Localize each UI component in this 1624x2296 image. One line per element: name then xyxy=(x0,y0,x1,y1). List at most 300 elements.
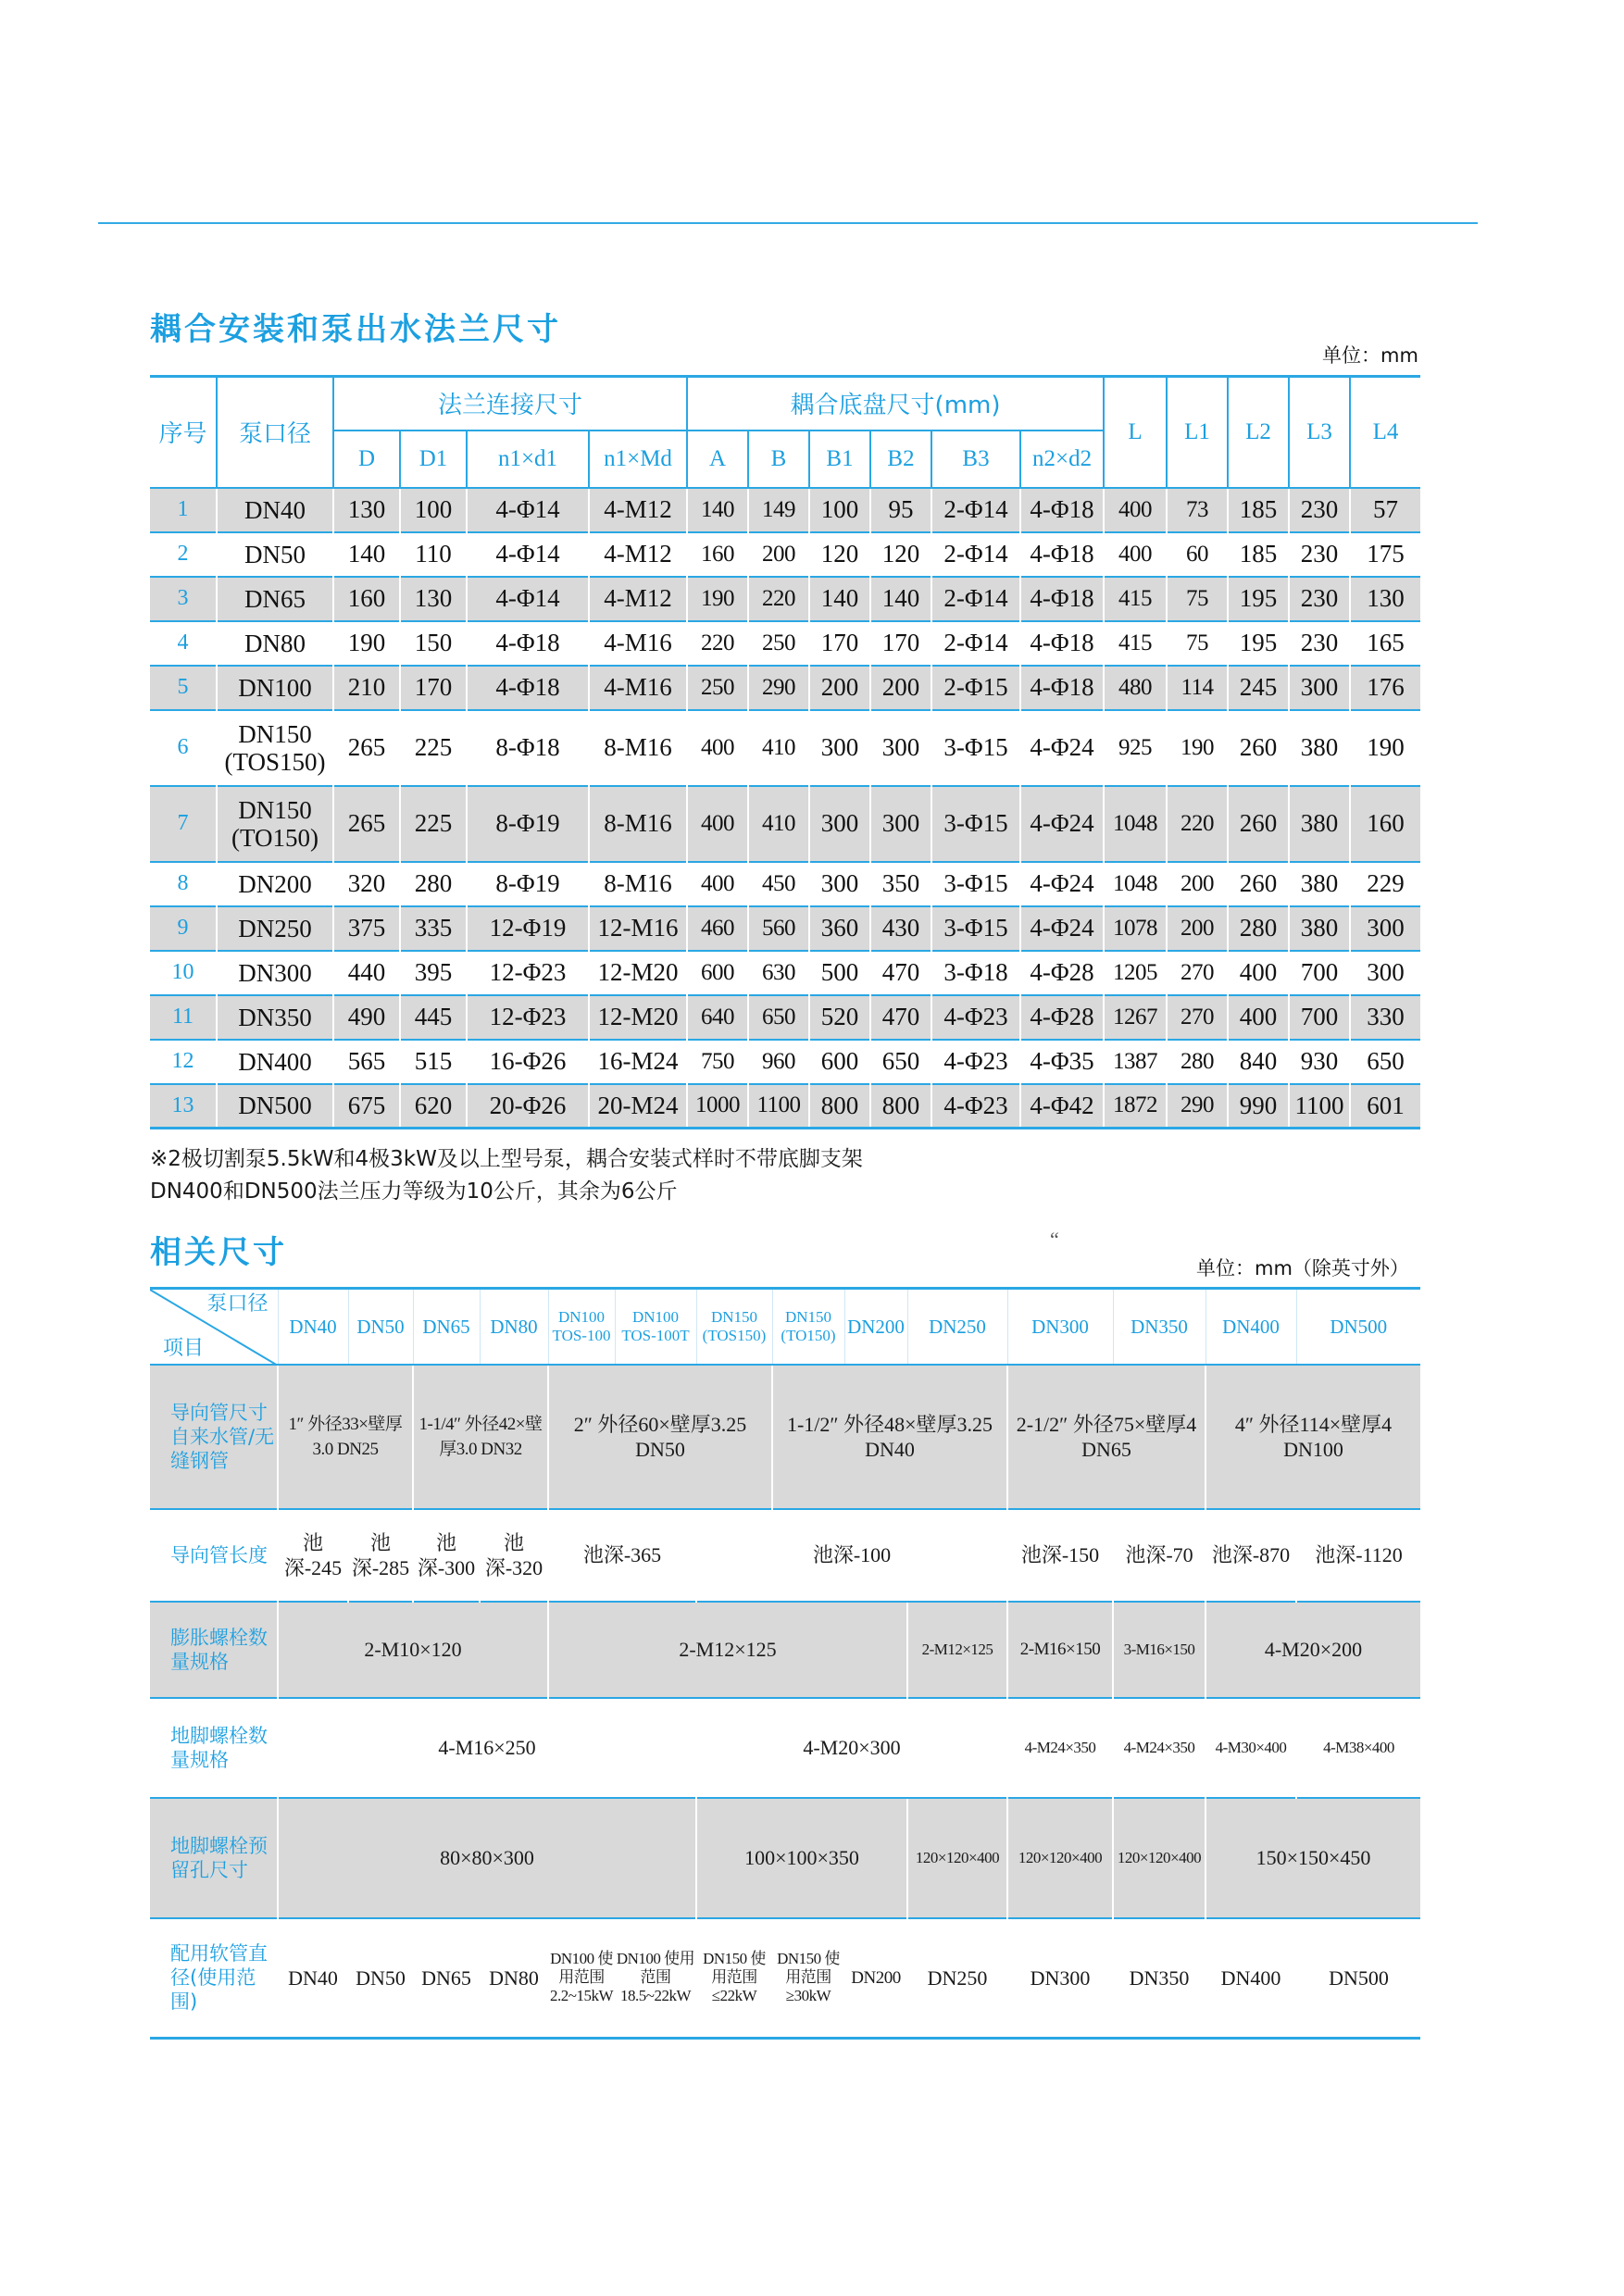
data-cell: 110 xyxy=(400,532,467,577)
header-B1: B1 xyxy=(809,430,870,488)
data-cell: 300 xyxy=(1289,666,1350,710)
data-cell: 200 xyxy=(748,532,809,577)
guide-pipe-cell: 2-1/2″ 外径75×壁厚4 DN65 xyxy=(1007,1365,1206,1509)
row-label: 导向管尺寸自来水管/无缝钢管 xyxy=(150,1365,278,1509)
data-cell: 4-Φ18 xyxy=(467,621,589,666)
data-cell: 2-Φ14 xyxy=(931,621,1020,666)
header-L: L xyxy=(1104,377,1167,488)
row-label: 导向管长度 xyxy=(150,1509,278,1602)
row-number: 10 xyxy=(150,951,217,995)
data-cell: 800 xyxy=(809,1084,870,1129)
guide-length-cell: 池深-870 xyxy=(1206,1509,1296,1602)
data-cell: 4-M16 xyxy=(589,666,687,710)
data-cell: 225 xyxy=(400,786,467,862)
row-number: 1 xyxy=(150,488,217,532)
data-cell: 190 xyxy=(1350,710,1420,786)
data-cell: 230 xyxy=(1289,532,1350,577)
data-cell: 176 xyxy=(1350,666,1420,710)
guide-pipe-cell: 2″ 外径60×壁厚3.25 DN50 xyxy=(548,1365,772,1509)
data-cell: 650 xyxy=(1350,1040,1420,1084)
data-cell: 1387 xyxy=(1104,1040,1167,1084)
related-dims-table xyxy=(150,1287,1420,2040)
data-cell: 990 xyxy=(1228,1084,1289,1129)
data-cell: 630 xyxy=(748,951,809,995)
table-row xyxy=(150,995,1420,1040)
data-cell: 1205 xyxy=(1104,951,1167,995)
data-cell: 20-Φ26 xyxy=(467,1084,589,1129)
data-cell: 4-Φ18 xyxy=(1020,621,1104,666)
row-label: 膨胀螺栓数量规格 xyxy=(150,1602,278,1698)
data-cell: 200 xyxy=(809,666,870,710)
guide-pipe-cell: 4″ 外径114×壁厚4 DN100 xyxy=(1206,1365,1420,1509)
row-number: 13 xyxy=(150,1084,217,1129)
data-cell: 400 xyxy=(687,786,748,862)
guide-length-cell: 池深-245 xyxy=(278,1509,348,1602)
hose-cell: DN100 使用范围 18.5~22kW xyxy=(615,1918,696,2039)
data-cell: 395 xyxy=(400,951,467,995)
quote-mark: “ xyxy=(1050,1228,1059,1251)
col-dn300: DN300 xyxy=(1007,1289,1113,1365)
header-D: D xyxy=(333,430,400,488)
expansion-bolt-cell: 2-M16×150 xyxy=(1007,1602,1113,1698)
data-cell: 170 xyxy=(809,621,870,666)
col-dn40: DN40 xyxy=(278,1289,348,1365)
pump-size-cell: DN400 xyxy=(217,1040,333,1084)
data-cell: 700 xyxy=(1289,995,1350,1040)
data-cell: 4-Φ23 xyxy=(931,995,1020,1040)
data-cell: 165 xyxy=(1350,621,1420,666)
data-cell: 415 xyxy=(1104,621,1167,666)
pump-size-cell: DN250 xyxy=(217,906,333,951)
data-cell: 2-Φ14 xyxy=(931,532,1020,577)
data-cell: 300 xyxy=(870,786,931,862)
data-cell: 4-M12 xyxy=(589,488,687,532)
pump-size-cell: DN40 xyxy=(217,488,333,532)
coupling-table-body xyxy=(150,488,1420,1129)
data-cell: 4-Φ23 xyxy=(931,1040,1020,1084)
guide-length-cell: 池深-320 xyxy=(480,1509,548,1602)
col-dn200: DN200 xyxy=(844,1289,907,1365)
data-cell: 4-Φ24 xyxy=(1020,906,1104,951)
data-cell: 220 xyxy=(748,577,809,621)
data-cell: 12-Φ23 xyxy=(467,995,589,1040)
data-cell: 130 xyxy=(400,577,467,621)
data-cell: 380 xyxy=(1289,786,1350,862)
data-cell: 170 xyxy=(870,621,931,666)
anchor-hole-cell: 120×120×400 xyxy=(1113,1798,1206,1918)
data-cell: 300 xyxy=(809,786,870,862)
data-cell: 4-Φ18 xyxy=(1020,666,1104,710)
data-cell: 2-Φ14 xyxy=(931,488,1020,532)
pump-size-cell: DN350 xyxy=(217,995,333,1040)
data-cell: 600 xyxy=(687,951,748,995)
pump-size-cell: DN80 xyxy=(217,621,333,666)
data-cell: 410 xyxy=(748,786,809,862)
data-cell: 120 xyxy=(870,532,931,577)
table-row xyxy=(150,906,1420,951)
col-dn50: DN50 xyxy=(348,1289,413,1365)
data-cell: 4-Φ14 xyxy=(467,488,589,532)
hose-cell: DN40 xyxy=(278,1918,348,2039)
data-cell: 100 xyxy=(400,488,467,532)
anchor-hole-cell: 120×120×400 xyxy=(907,1798,1007,1918)
data-cell: 250 xyxy=(748,621,809,666)
data-cell: 700 xyxy=(1289,951,1350,995)
header-no: 序号 xyxy=(150,377,217,488)
row-guide-pipe xyxy=(150,1365,1420,1509)
hose-cell: DN200 xyxy=(844,1918,907,2039)
header-L4: L4 xyxy=(1350,377,1420,488)
col-dn150-to150: DN150 (TO150) xyxy=(772,1289,844,1365)
header-B2: B2 xyxy=(870,430,931,488)
data-cell: 265 xyxy=(333,710,400,786)
row-number: 11 xyxy=(150,995,217,1040)
data-cell: 190 xyxy=(333,621,400,666)
data-cell: 4-Φ14 xyxy=(467,577,589,621)
data-cell: 200 xyxy=(1167,862,1228,906)
hose-cell: DN300 xyxy=(1007,1918,1113,2039)
coupling-table-title: 耦合安装和泵出水法兰尺寸 xyxy=(150,311,561,348)
anchor-hole-cell: 100×100×350 xyxy=(696,1798,907,1918)
data-cell: 8-M16 xyxy=(589,710,687,786)
data-cell: 185 xyxy=(1228,488,1289,532)
row-hose xyxy=(150,1918,1420,2039)
data-cell: 3-Φ15 xyxy=(931,862,1020,906)
data-cell: 4-Φ18 xyxy=(1020,577,1104,621)
data-cell: 3-Φ15 xyxy=(931,906,1020,951)
data-cell: 640 xyxy=(687,995,748,1040)
row-number: 7 xyxy=(150,786,217,862)
header-B: B xyxy=(748,430,809,488)
data-cell: 229 xyxy=(1350,862,1420,906)
hose-cell: DN150 使用范围 ≥30kW xyxy=(772,1918,844,2039)
data-cell: 150 xyxy=(400,621,467,666)
expansion-bolt-cell: 2-M12×125 xyxy=(907,1602,1007,1698)
col-dn500: DN500 xyxy=(1296,1289,1420,1365)
data-cell: 360 xyxy=(809,906,870,951)
hose-cell: DN500 xyxy=(1296,1918,1420,2039)
table-row xyxy=(150,621,1420,666)
data-cell: 1872 xyxy=(1104,1084,1167,1129)
data-cell: 3-Φ18 xyxy=(931,951,1020,995)
data-cell: 3-Φ15 xyxy=(931,710,1020,786)
table-row xyxy=(150,532,1420,577)
row-label: 地脚螺栓数量规格 xyxy=(150,1698,278,1798)
data-cell: 260 xyxy=(1228,710,1289,786)
header-A: A xyxy=(687,430,748,488)
data-cell: 400 xyxy=(687,862,748,906)
data-cell: 12-M20 xyxy=(589,951,687,995)
hose-cell: DN50 xyxy=(348,1918,413,2039)
anchor-hole-cell: 80×80×300 xyxy=(278,1798,696,1918)
note-line-1: ※2极切割泵5.5kW和4极3kW及以上型号泵，耦合安装式样时不带底脚支架 xyxy=(150,1147,863,1171)
header-n1d1: n1×d1 xyxy=(467,430,589,488)
data-cell: 260 xyxy=(1228,786,1289,862)
col-dn80: DN80 xyxy=(480,1289,548,1365)
data-cell: 260 xyxy=(1228,862,1289,906)
data-cell: 114 xyxy=(1167,666,1228,710)
table-row xyxy=(150,1084,1420,1129)
data-cell: 190 xyxy=(687,577,748,621)
row-number: 2 xyxy=(150,532,217,577)
col-dn150-tos150: DN150 (TOS150) xyxy=(696,1289,772,1365)
data-cell: 4-M16 xyxy=(589,621,687,666)
data-cell: 330 xyxy=(1350,995,1420,1040)
guide-length-cell: 池深-285 xyxy=(348,1509,413,1602)
hose-cell: DN65 xyxy=(413,1918,480,2039)
data-cell: 380 xyxy=(1289,906,1350,951)
pump-size-cell: DN100 xyxy=(217,666,333,710)
data-cell: 130 xyxy=(333,488,400,532)
guide-length-cell: 池深-365 xyxy=(548,1509,696,1602)
hose-cell: DN100 使用范围 2.2~15kW xyxy=(548,1918,615,2039)
data-cell: 8-Φ19 xyxy=(467,862,589,906)
guide-length-cell: 池深-300 xyxy=(413,1509,480,1602)
row-number: 9 xyxy=(150,906,217,951)
row-number: 5 xyxy=(150,666,217,710)
data-cell: 300 xyxy=(870,710,931,786)
row-anchor-bolt xyxy=(150,1698,1420,1798)
data-cell: 960 xyxy=(748,1040,809,1084)
table-row xyxy=(150,710,1420,786)
related-dims-unit: 单位：mm（除英寸外） xyxy=(1196,1257,1409,1279)
corner-header xyxy=(150,1289,278,1365)
data-cell: 4-Φ14 xyxy=(467,532,589,577)
header-L2: L2 xyxy=(1228,377,1289,488)
data-cell: 210 xyxy=(333,666,400,710)
anchor-hole-cell: 120×120×400 xyxy=(1007,1798,1113,1918)
pump-size-cell: DN300 xyxy=(217,951,333,995)
data-cell: 220 xyxy=(687,621,748,666)
data-cell: 750 xyxy=(687,1040,748,1084)
data-cell: 73 xyxy=(1167,488,1228,532)
data-cell: 515 xyxy=(400,1040,467,1084)
data-cell: 120 xyxy=(809,532,870,577)
guide-pipe-cell: 1-1/2″ 外径48×壁厚3.25 DN40 xyxy=(772,1365,1007,1509)
data-cell: 400 xyxy=(1228,995,1289,1040)
data-cell: 225 xyxy=(400,710,467,786)
data-cell: 375 xyxy=(333,906,400,951)
data-cell: 12-Φ19 xyxy=(467,906,589,951)
data-cell: 4-Φ42 xyxy=(1020,1084,1104,1129)
data-cell: 300 xyxy=(1350,906,1420,951)
hose-cell: DN350 xyxy=(1113,1918,1206,2039)
row-expansion-bolt xyxy=(150,1602,1420,1698)
expansion-bolt-cell: 2-M12×125 xyxy=(548,1602,907,1698)
data-cell: 270 xyxy=(1167,951,1228,995)
header-L1: L1 xyxy=(1167,377,1228,488)
expansion-bolt-cell: 2-M10×120 xyxy=(278,1602,548,1698)
row-number: 8 xyxy=(150,862,217,906)
data-cell: 16-M24 xyxy=(589,1040,687,1084)
data-cell: 4-Φ24 xyxy=(1020,862,1104,906)
data-cell: 12-M20 xyxy=(589,995,687,1040)
data-cell: 140 xyxy=(870,577,931,621)
data-cell: 650 xyxy=(870,1040,931,1084)
data-cell: 95 xyxy=(870,488,931,532)
anchor-bolt-cell: 4-M24×350 xyxy=(1113,1698,1206,1798)
data-cell: 500 xyxy=(809,951,870,995)
data-cell: 4-Φ24 xyxy=(1020,710,1104,786)
data-cell: 840 xyxy=(1228,1040,1289,1084)
data-cell: 380 xyxy=(1289,862,1350,906)
data-cell: 245 xyxy=(1228,666,1289,710)
data-cell: 400 xyxy=(1104,532,1167,577)
data-cell: 140 xyxy=(687,488,748,532)
data-cell: 195 xyxy=(1228,577,1289,621)
data-cell: 565 xyxy=(333,1040,400,1084)
data-cell: 930 xyxy=(1289,1040,1350,1084)
data-cell: 400 xyxy=(1228,951,1289,995)
data-cell: 12-Φ23 xyxy=(467,951,589,995)
data-cell: 320 xyxy=(333,862,400,906)
data-cell: 280 xyxy=(1167,1040,1228,1084)
row-number: 4 xyxy=(150,621,217,666)
row-label: 地脚螺栓预留孔尺寸 xyxy=(150,1798,278,1918)
anchor-bolt-cell: 4-M38×400 xyxy=(1296,1698,1420,1798)
data-cell: 160 xyxy=(333,577,400,621)
data-cell: 490 xyxy=(333,995,400,1040)
header-D1: D1 xyxy=(400,430,467,488)
data-cell: 200 xyxy=(1167,906,1228,951)
data-cell: 520 xyxy=(809,995,870,1040)
data-cell: 4-Φ35 xyxy=(1020,1040,1104,1084)
data-cell: 4-Φ23 xyxy=(931,1084,1020,1129)
data-cell: 160 xyxy=(687,532,748,577)
guide-pipe-cell: 1″ 外径33×壁厚3.0 DN25 xyxy=(278,1365,413,1509)
guide-length-cell: 池深-100 xyxy=(696,1509,1007,1602)
table-row xyxy=(150,786,1420,862)
coupling-table-unit: 单位：mm xyxy=(1322,344,1418,367)
col-dn100-tos100t: DN100 TOS-100T xyxy=(615,1289,696,1365)
data-cell: 1048 xyxy=(1104,862,1167,906)
data-cell: 1100 xyxy=(1289,1084,1350,1129)
data-cell: 4-Φ24 xyxy=(1020,786,1104,862)
related-dims-title: 相关尺寸 xyxy=(150,1234,287,1271)
col-dn350: DN350 xyxy=(1113,1289,1206,1365)
anchor-bolt-cell: 4-M20×300 xyxy=(696,1698,1007,1798)
row-label: 配用软管直径(使用范围) xyxy=(150,1918,278,2039)
data-cell: 675 xyxy=(333,1084,400,1129)
header-flange-group: 法兰连接尺寸 xyxy=(333,377,687,430)
data-cell: 300 xyxy=(809,862,870,906)
data-cell: 4-M12 xyxy=(589,532,687,577)
hose-cell: DN150 使用范围 ≤22kW xyxy=(696,1918,772,2039)
hose-cell: DN80 xyxy=(480,1918,548,2039)
data-cell: 250 xyxy=(687,666,748,710)
data-cell: 290 xyxy=(1167,1084,1228,1129)
table-row xyxy=(150,862,1420,906)
data-cell: 415 xyxy=(1104,577,1167,621)
data-cell: 1267 xyxy=(1104,995,1167,1040)
data-cell: 230 xyxy=(1289,621,1350,666)
data-cell: 1078 xyxy=(1104,906,1167,951)
data-cell: 440 xyxy=(333,951,400,995)
data-cell: 450 xyxy=(748,862,809,906)
guide-length-cell: 池深-1120 xyxy=(1296,1509,1420,1602)
data-cell: 280 xyxy=(400,862,467,906)
col-dn250: DN250 xyxy=(907,1289,1007,1365)
data-cell: 470 xyxy=(870,995,931,1040)
data-cell: 149 xyxy=(748,488,809,532)
data-cell: 480 xyxy=(1104,666,1167,710)
data-cell: 925 xyxy=(1104,710,1167,786)
data-cell: 185 xyxy=(1228,532,1289,577)
header-n2d2: n2×d2 xyxy=(1020,430,1104,488)
header-pump: 泵口径 xyxy=(217,377,333,488)
data-cell: 300 xyxy=(1350,951,1420,995)
data-cell: 430 xyxy=(870,906,931,951)
col-dn100-tos100: DN100 TOS-100 xyxy=(548,1289,615,1365)
header-B3: B3 xyxy=(931,430,1020,488)
data-cell: 560 xyxy=(748,906,809,951)
corner-bottom-label: 项目 xyxy=(163,1336,205,1360)
data-cell: 1000 xyxy=(687,1084,748,1129)
data-cell: 8-M16 xyxy=(589,786,687,862)
data-cell: 4-Φ28 xyxy=(1020,951,1104,995)
anchor-hole-cell: 150×150×450 xyxy=(1206,1798,1420,1918)
top-rule xyxy=(98,222,1478,224)
col-dn400: DN400 xyxy=(1206,1289,1296,1365)
hose-cell: DN250 xyxy=(907,1918,1007,2039)
data-cell: 100 xyxy=(809,488,870,532)
pump-size-cell: DN200 xyxy=(217,862,333,906)
note-line-2: DN400和DN500法兰压力等级为10公斤，其余为6公斤 xyxy=(150,1179,678,1204)
table-row xyxy=(150,666,1420,710)
data-cell: 2-Φ15 xyxy=(931,666,1020,710)
data-cell: 4-Φ18 xyxy=(1020,488,1104,532)
data-cell: 60 xyxy=(1167,532,1228,577)
data-cell: 4-Φ28 xyxy=(1020,995,1104,1040)
data-cell: 350 xyxy=(870,862,931,906)
data-cell: 410 xyxy=(748,710,809,786)
anchor-bolt-cell: 4-M16×250 xyxy=(278,1698,696,1798)
table-row xyxy=(150,951,1420,995)
data-cell: 16-Φ26 xyxy=(467,1040,589,1084)
data-cell: 200 xyxy=(870,666,931,710)
expansion-bolt-cell: 4-M20×200 xyxy=(1206,1602,1420,1698)
anchor-bolt-cell: 4-M24×350 xyxy=(1007,1698,1113,1798)
data-cell: 20-M24 xyxy=(589,1084,687,1129)
data-cell: 175 xyxy=(1350,532,1420,577)
data-cell: 8-M16 xyxy=(589,862,687,906)
pump-size-cell: DN150 (TO150) xyxy=(217,786,333,862)
col-dn65: DN65 xyxy=(413,1289,480,1365)
data-cell: 12-M16 xyxy=(589,906,687,951)
data-cell: 160 xyxy=(1350,786,1420,862)
data-cell: 230 xyxy=(1289,488,1350,532)
data-cell: 335 xyxy=(400,906,467,951)
header-n1Md: n1×Md xyxy=(589,430,687,488)
guide-length-cell: 池深-70 xyxy=(1113,1509,1206,1602)
row-anchor-hole xyxy=(150,1798,1420,1918)
data-cell: 265 xyxy=(333,786,400,862)
table-row xyxy=(150,577,1420,621)
data-cell: 2-Φ14 xyxy=(931,577,1020,621)
row-number: 6 xyxy=(150,710,217,786)
pump-size-cell: DN65 xyxy=(217,577,333,621)
header-L3: L3 xyxy=(1289,377,1350,488)
corner-top-label: 泵口径 xyxy=(206,1292,269,1316)
table-row xyxy=(150,1040,1420,1084)
data-cell: 75 xyxy=(1167,621,1228,666)
data-cell: 380 xyxy=(1289,710,1350,786)
data-cell: 140 xyxy=(333,532,400,577)
data-cell: 4-M12 xyxy=(589,577,687,621)
row-guide-length xyxy=(150,1509,1420,1602)
data-cell: 600 xyxy=(809,1040,870,1084)
data-cell: 3-Φ15 xyxy=(931,786,1020,862)
